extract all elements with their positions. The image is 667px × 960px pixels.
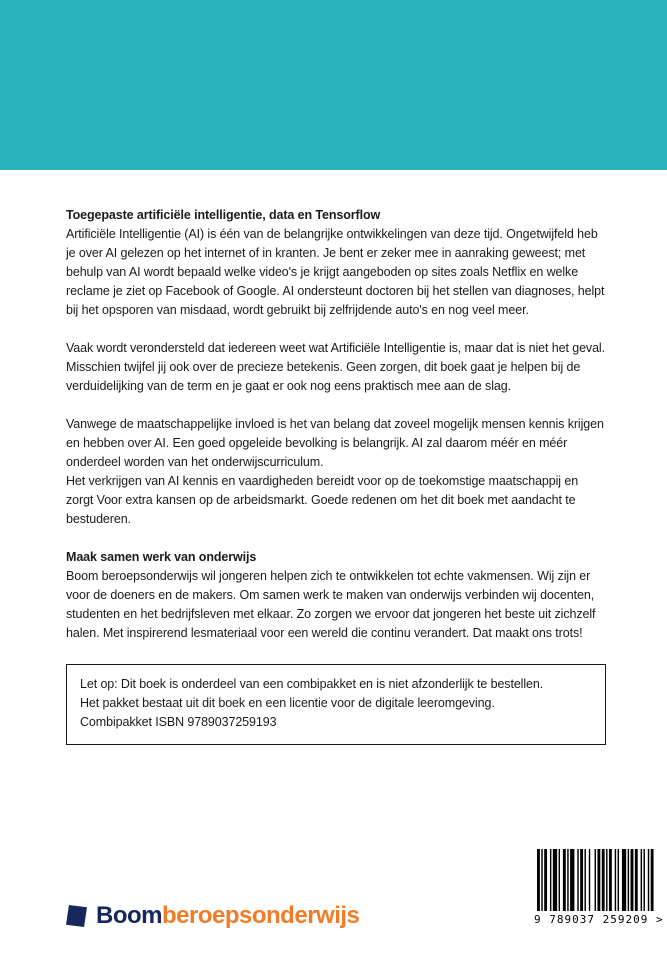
note-box [66, 664, 606, 745]
barcode-bars-icon [537, 849, 655, 911]
section-heading-onderwijs: Maak samen werk van onderwijs [66, 550, 257, 564]
section-society [66, 415, 606, 529]
section-intro [66, 206, 606, 320]
logo-text [96, 902, 359, 930]
barcode-number: 9 789037 259209 > [534, 913, 664, 926]
paragraph-boom: Boom beroepsonderwijs wil jongeren helpen zich te ontwikkelen tot echte vakmensen. Wij zijn er voor de doeners en de makers. Om samen werk te maken van onderwijs verbinden wij docenten, studenten en het bedrijfsleven met elkaar. Zo zorgen we ervoor dat jongeren het beste uit zichzelf halen. Met inspirerend lesmateriaal voor een wereld die continu verandert. Dat maakt ons trots! [66, 569, 596, 640]
boom-logo-icon [66, 905, 87, 927]
logo-text-beroepsonderwijs: beroepsonderwijs [162, 902, 360, 929]
paragraph-society: Vanwege de maatschappelijke invloed is het van belang dat zoveel mogelijk mensen kennis krijgen en hebben over AI. Een goed opgeleide bevolking is belangrijk. AI zal daarom méér en méér onderdeel worden van het onderwijscurriculum. [66, 417, 604, 469]
logo-text-boom: Boom [96, 902, 162, 929]
publisher-logo [66, 902, 359, 930]
section-boom [66, 548, 606, 643]
back-cover-text [66, 206, 606, 745]
paragraph-skills: Het verkrijgen van AI kennis en vaardigheden bereidt voor op de toekomstige maatschappij en zorgt Voor extra kansen op de arbeidsmarkt. Goede redenen om het dit boek met aandacht te bestuderen. [66, 474, 579, 526]
note-line-3: Combipakket ISBN 9789037259193 [80, 715, 277, 729]
barcode [534, 849, 664, 926]
note-line-1: Let op: Dit boek is onderdeel van een combipakket en is niet afzonderlijk te bestellen. [80, 677, 544, 691]
note-line-2: Het pakket bestaat uit dit boek en een licentie voor de digitale leeromgeving. [80, 696, 495, 710]
paragraph-misconception: Vaak wordt verondersteld dat iedereen weet wat Artificiële Intelligentie is, maar dat is niet het geval. Misschien twijfel jij ook over de precieze betekenis. Geen zorgen, dit boek gaat je helpen bij de verduidelijking van de term en je gaat er ook nog eens praktisch mee aan de slag. [66, 341, 605, 393]
section-misconception [66, 339, 606, 396]
header-band [0, 0, 667, 170]
section-title: Toegepaste artificiële intelligentie, data en Tensorflow [66, 208, 381, 222]
paragraph-intro: Artificiële Intelligentie (AI) is één van de belangrijke ontwikkelingen van deze tijd. Ongetwijfeld heb je over AI gelezen op het internet of in kranten. Je bent er zeker mee in aanraking geweest; met behulp van AI wordt bepaald welke video's je krijgt aangeboden op sites zoals Netflix en welke reclame je ziet op Facebook of Google. AI ondersteunt doctoren bij het stellen van diagnoses, helpt bij het opsporen van misdaad, wordt gebruikt bij zelfrijdende auto's en nog veel meer. [66, 227, 605, 317]
